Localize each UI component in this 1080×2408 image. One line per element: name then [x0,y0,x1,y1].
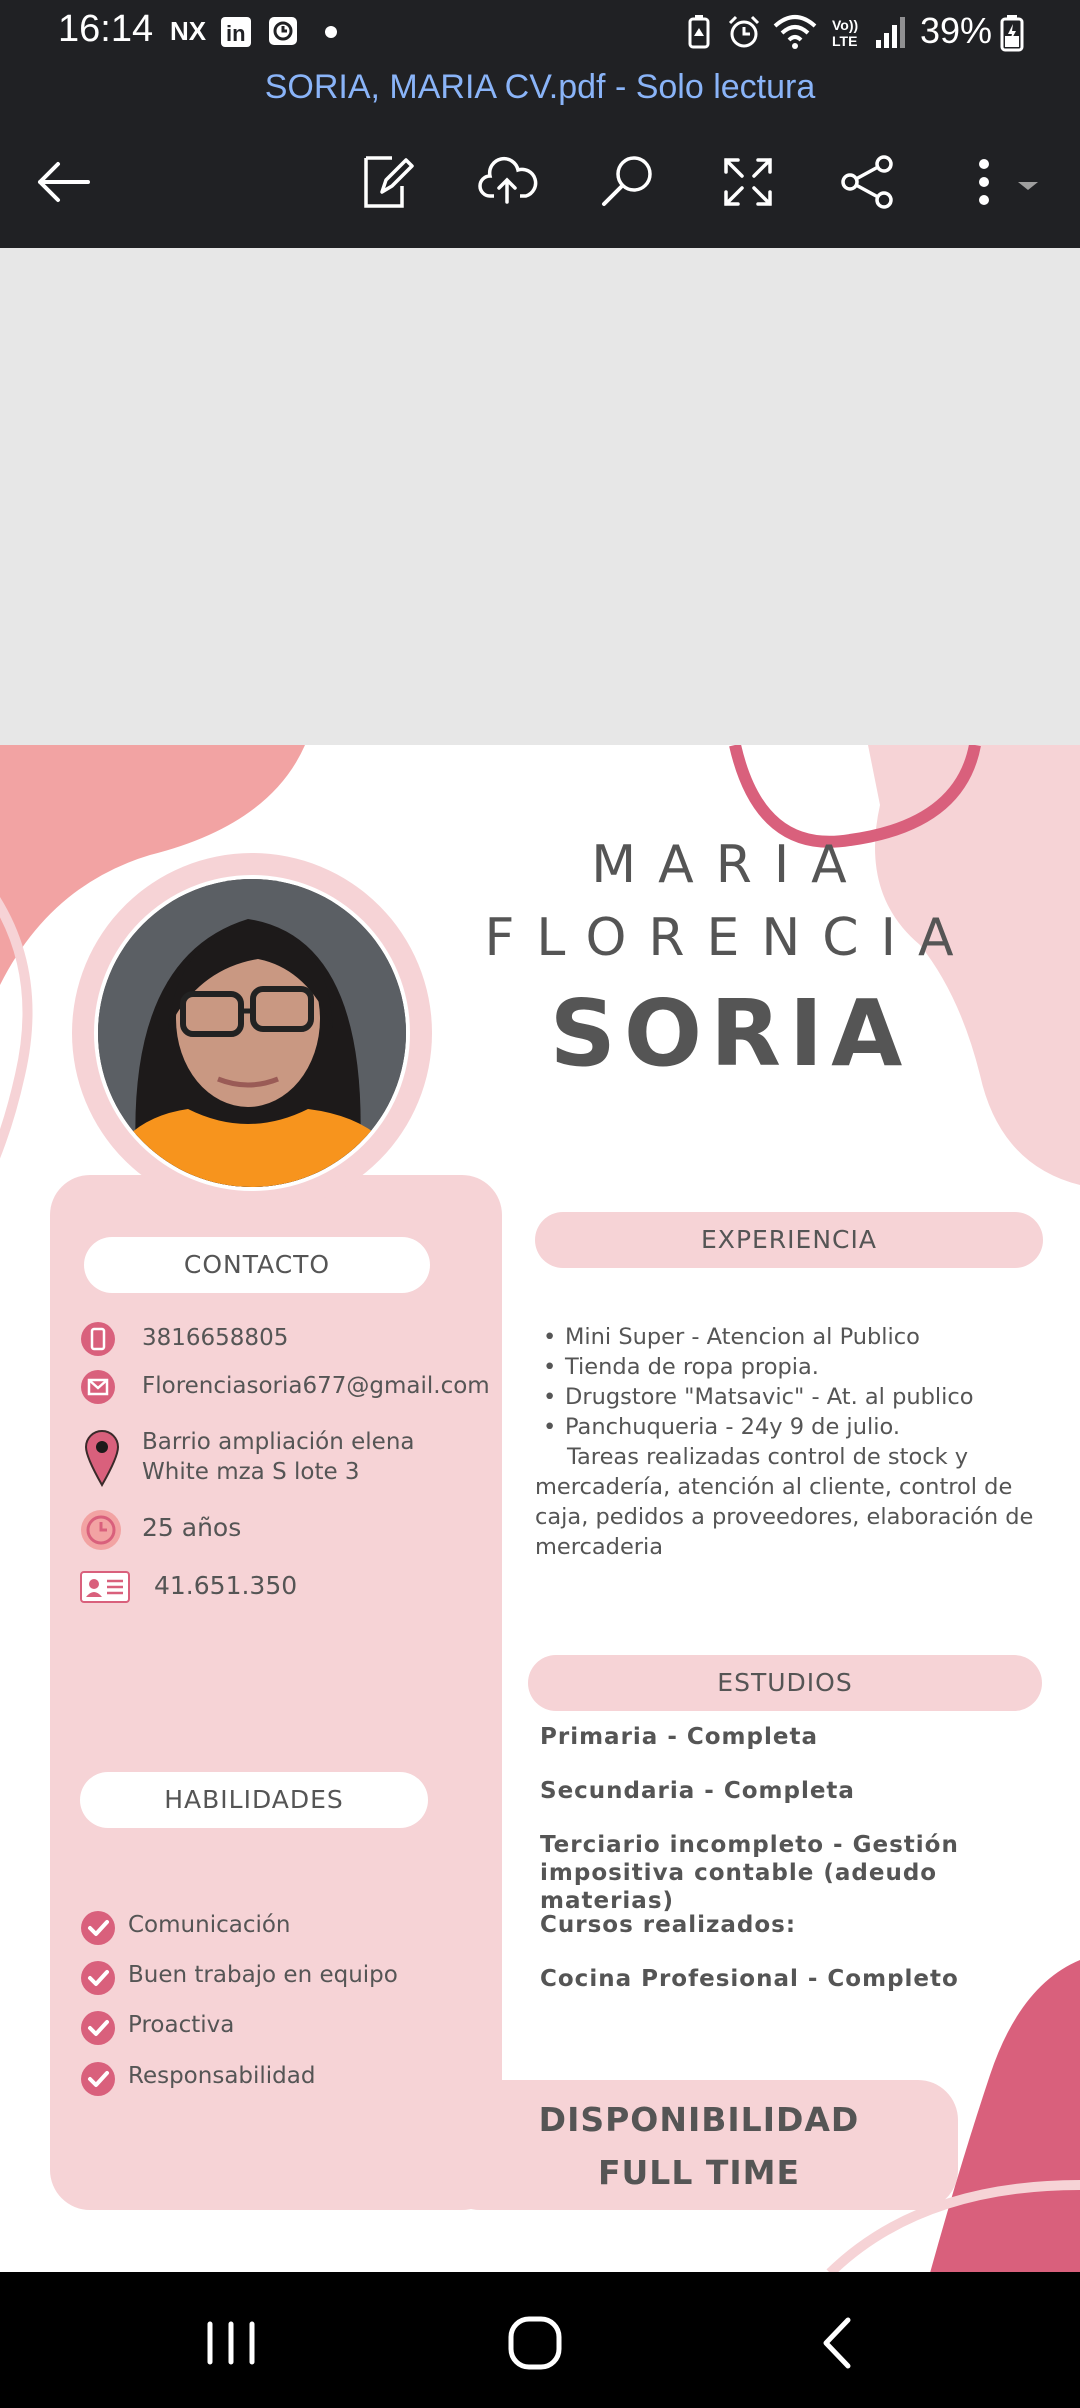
edit-icon [356,199,420,218]
email-icon [80,1369,116,1411]
list-item: • Panchuqueria - 24y 9 de julio. [535,1412,1045,1442]
fullscreen-icon [716,199,780,218]
experience-description: Tareas realizadas control de stock y mercadería, atención al cliente, control de caja, pedidos a proveedores, elaboración de mercaderia [535,1444,1034,1560]
name-middle: FLORENCIA [484,908,976,968]
svg-text:in: in [226,21,246,46]
search-button[interactable] [596,150,660,214]
id-card-icon [80,1571,130,1609]
profile-photo [98,879,406,1187]
svg-text:Vo)): Vo)) [832,17,859,33]
recents-icon [196,2363,266,2382]
study-item: Cocina Profesional - Completo [540,1966,959,1992]
skills-heading: HABILIDADES [80,1772,428,1828]
navigation-bar [0,2272,1080,2408]
experience-heading: EXPERIENCIA [535,1212,1043,1268]
viewer-toolbar [0,62,1080,248]
home-icon [500,2363,570,2382]
dot-icon [324,24,338,43]
search-icon [596,199,660,218]
availability-line2: FULL TIME [597,2153,801,2192]
list-item: • Drugstore "Matsavic" - At. al publico [535,1382,1045,1412]
more-icon [960,199,1040,218]
cloud-upload-button[interactable] [476,150,540,214]
availability-line1: DISPONIBILIDAD [538,2100,860,2139]
volte-icon [830,16,870,54]
home-button[interactable] [500,2308,570,2378]
recents-button[interactable] [196,2308,266,2378]
check-icon [80,1910,116,1952]
study-item: Secundaria - Completa [540,1778,855,1804]
edit-button[interactable] [356,150,420,214]
linkedin-icon [220,16,252,52]
name-first: MARIA [591,835,869,895]
back-button[interactable] [32,150,96,214]
fullscreen-button[interactable] [716,150,780,214]
status-bar [0,0,1080,62]
study-item: Cursos realizados: [540,1912,797,1938]
share-button[interactable] [836,150,900,214]
back-icon [32,199,96,218]
battery-icon [1000,14,1024,56]
battery-saver-icon [686,14,712,54]
studies-heading: ESTUDIOS [528,1655,1042,1711]
list-item: • Mini Super - Atencion al Publico [535,1322,1045,1352]
check-icon [80,2061,116,2103]
list-item: • Tienda de ropa propia. [535,1352,1045,1382]
battery-percent: 39% [920,10,993,51]
check-icon [80,1960,116,2002]
check-icon [80,2010,116,2052]
contact-heading: CONTACTO [84,1237,430,1293]
phone-icon [80,1321,116,1363]
document-title: SORIA, MARIA CV.pdf - Solo lectura [264,68,816,106]
study-item: Primaria - Completa [540,1724,818,1750]
signal-icon [874,14,908,54]
alarm-icon [726,14,762,54]
status-time: 16:14 [58,8,154,50]
cloud-upload-icon [476,199,540,218]
name-last: SORIA [549,980,911,1087]
nav-back-button[interactable] [802,2308,872,2378]
wifi-icon [772,12,818,54]
carrier-label: NX [170,16,207,46]
clock-icon [80,1509,122,1557]
availability-box [440,2080,958,2210]
svg-text:LTE: LTE [832,33,858,49]
clock-app-icon [268,16,298,50]
experience-list [535,1322,1045,1562]
document-viewer[interactable] [0,248,1080,2272]
share-icon [836,199,900,218]
chevron-left-icon [802,2363,872,2382]
pdf-page: MARIA FLORENCIA SORIA CONTACTO 3816658805 Florenciasoria677@gmail.com Barrio ampliación elena White mza S lote 3 25 años 41.651.350 HABILIDADES Comunicación Buen trabajo en equipo Proactiva Responsabilidad EXPERIENCIA • Mini Super - Atencion al Publico • Tienda de ropa propia. • Drugstore "Matsavic" - At. al publico • Panchuqueria - 24y 9 de julio. Tareas realizadas control de stock y mercadería, atención al cliente, control de caja, pedidos a proveedores, elaboración de mercaderia ESTUDIOS Primaria - Completa Secundaria - Completa Terciario incompleto - Gestión impositiva contable (adeudo materias) Cursos realizados: Cocina Profesional - Completo DISPONIBILIDAD FULL TIME [0,745,1080,2273]
more-options-button[interactable] [960,150,1040,214]
study-item: Terciario incompleto - Gestión impositiva contable (adeudo materias) [540,1832,959,1914]
location-pin-icon [82,1427,122,1493]
